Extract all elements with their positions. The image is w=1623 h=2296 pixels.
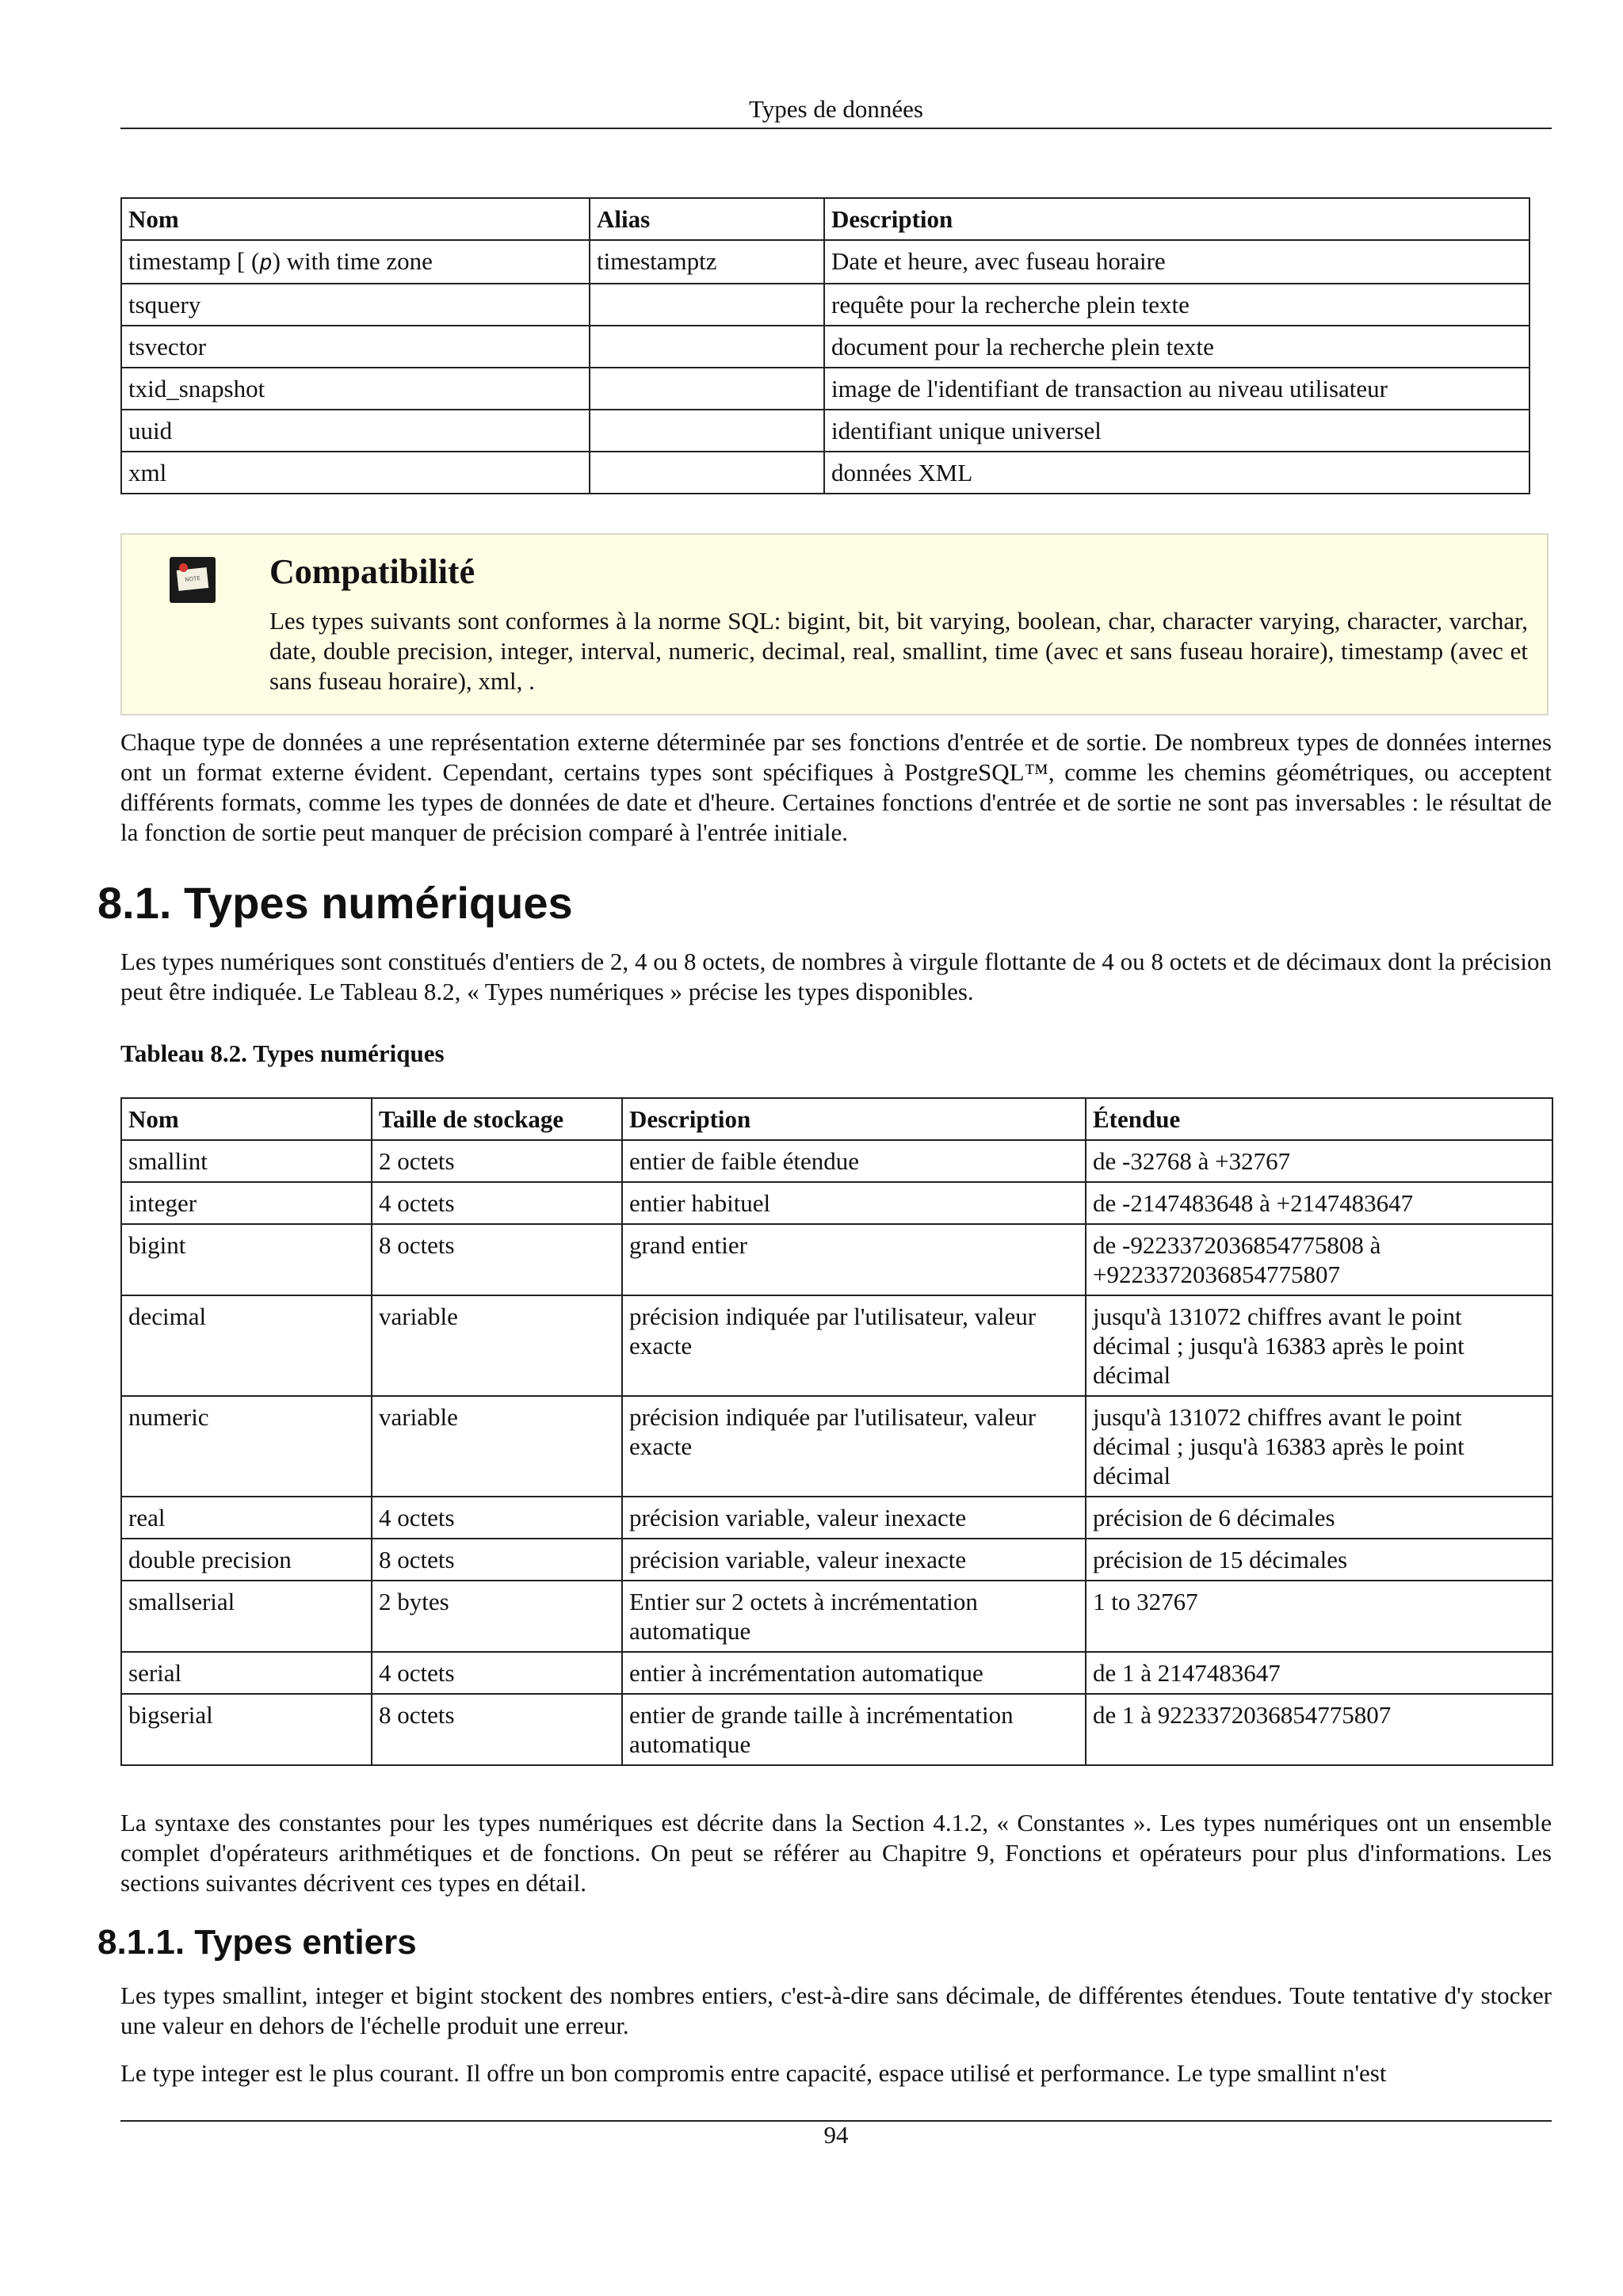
description-cell: Entier sur 2 octets à incrémentation automatique	[622, 1581, 1086, 1652]
column-header: Nom	[121, 1098, 372, 1140]
type-name-cell: double precision	[121, 1539, 372, 1581]
range-cell: précision de 6 décimales	[1086, 1497, 1552, 1539]
column-header: Description	[824, 198, 1529, 240]
alias-cell	[590, 326, 824, 368]
table-row	[121, 368, 1529, 410]
note-body: Les types suivants sont conformes à la norme SQL: bigint, bit, bit varying, boolean, char, character varying, character, varchar, date, double precision, integer, interval, numeric, decimal, real, smallint, time (avec et sans fuseau horaire), timestamp (avec et sans fuseau horaire), xml, .	[269, 607, 1528, 695]
type-name-cell: decimal	[121, 1295, 372, 1396]
table-header-row	[121, 198, 1529, 240]
range-cell: de 1 à 9223372036854775807	[1086, 1694, 1552, 1765]
type-name-cell: integer	[121, 1182, 372, 1224]
table-row	[121, 326, 1529, 368]
description-cell: requête pour la recherche plein texte	[824, 284, 1529, 326]
description-cell: données XML	[824, 452, 1529, 494]
table-row	[121, 1182, 1552, 1224]
storage-size-cell: 4 octets	[372, 1497, 622, 1539]
description-cell: entier de faible étendue	[622, 1140, 1086, 1182]
table-row	[121, 1694, 1552, 1765]
type-parameter: p	[259, 250, 273, 275]
type-name-cell: timestamp [ (p) with time zone	[121, 240, 590, 284]
description-cell: précision variable, valeur inexacte	[622, 1539, 1086, 1581]
header-rule	[120, 128, 1552, 129]
table-row	[121, 240, 1529, 284]
description-cell: entier à incrémentation automatique	[622, 1652, 1086, 1694]
storage-size-cell: 8 octets	[372, 1539, 622, 1581]
range-cell: jusqu'à 131072 chiffres avant le point décimal ; jusqu'à 16383 après le point décimal	[1086, 1295, 1552, 1396]
table-caption: Tableau 8.2. Types numériques	[120, 1039, 445, 1067]
description-cell: entier habituel	[622, 1182, 1086, 1224]
type-name-cell: smallint	[121, 1140, 372, 1182]
storage-size-cell: variable	[372, 1295, 622, 1396]
alias-cell	[590, 452, 824, 494]
range-cell: de -9223372036854775808 à +9223372036854775807	[1086, 1224, 1552, 1295]
description-cell: Date et heure, avec fuseau horaire	[824, 240, 1529, 284]
data-types-table	[120, 197, 1530, 494]
storage-size-cell: 4 octets	[372, 1652, 622, 1694]
column-header: Description	[622, 1098, 1086, 1140]
table-row	[121, 284, 1529, 326]
table-row	[121, 1497, 1552, 1539]
note-icon-label: NOTE	[177, 567, 209, 591]
alias-cell: timestamptz	[590, 240, 824, 284]
table-row	[121, 1295, 1552, 1396]
range-cell: de -32768 à +32767	[1086, 1140, 1552, 1182]
type-name-cell: tsvector	[121, 326, 590, 368]
storage-size-cell: 2 octets	[372, 1140, 622, 1182]
table-row	[121, 452, 1529, 494]
table-row	[121, 1140, 1552, 1182]
table-row	[121, 1539, 1552, 1581]
table-row	[121, 1581, 1552, 1652]
storage-size-cell: 4 octets	[372, 1182, 622, 1224]
type-name-cell: bigint	[121, 1224, 372, 1295]
section-8-1-1-paragraph: Les types smallint, integer et bigint stockent des nombres entiers, c'est-à-dire sans décimale, de différentes étendues. Toute tentative d'y stocker une valeur en dehors de l'échelle produit une erreur.	[120, 1981, 1552, 2039]
section-8-1-paragraph: Les types numériques sont constitués d'entiers de 2, 4 ou 8 octets, de nombres à virgule flottante de 4 ou 8 octets et de décimaux dont la précision peut être indiquée. Le Tableau 8.2, « Types numériques » précise les types disponibles.	[120, 948, 1552, 1005]
column-header: Nom	[121, 198, 590, 240]
numeric-types-table	[120, 1097, 1553, 1766]
type-name-cell: tsquery	[121, 284, 590, 326]
range-cell: précision de 15 décimales	[1086, 1539, 1552, 1581]
column-header: Taille de stockage	[372, 1098, 622, 1140]
range-cell: jusqu'à 131072 chiffres avant le point décimal ; jusqu'à 16383 après le point décimal	[1086, 1396, 1552, 1497]
description-cell: entier de grande taille à incrémentation automatique	[622, 1694, 1086, 1765]
range-cell: de 1 à 2147483647	[1086, 1652, 1552, 1694]
section-8-1-1-paragraph-continued: Le type integer est le plus courant. Il offre un bon compromis entre capacité, espace utilisé et performance. Le type smallint n'est	[120, 2059, 1387, 2087]
table-header-row	[121, 1098, 1552, 1140]
note-title: Compatibilité	[269, 552, 475, 591]
description-cell: grand entier	[622, 1224, 1086, 1295]
compatibility-note	[120, 533, 1549, 715]
table-row	[121, 1652, 1552, 1694]
type-name-cell: real	[121, 1497, 372, 1539]
page-number: 94	[823, 2121, 849, 2149]
type-name-cell: uuid	[121, 410, 590, 452]
pin-icon	[179, 563, 188, 572]
description-cell: identifiant unique universel	[824, 410, 1529, 452]
storage-size-cell: 2 bytes	[372, 1581, 622, 1652]
type-name-cell: smallserial	[121, 1581, 372, 1652]
alias-cell	[590, 410, 824, 452]
table-row	[121, 1396, 1552, 1497]
description-cell: précision indiquée par l'utilisateur, valeur exacte	[622, 1396, 1086, 1497]
type-name-cell: xml	[121, 452, 590, 494]
running-header: Types de données	[749, 95, 923, 123]
column-header: Alias	[590, 198, 824, 240]
alias-cell	[590, 368, 824, 410]
description-cell: précision indiquée par l'utilisateur, valeur exacte	[622, 1295, 1086, 1396]
type-name-cell: numeric	[121, 1396, 372, 1497]
description-cell: document pour la recherche plein texte	[824, 326, 1529, 368]
description-cell: image de l'identifiant de transaction au niveau utilisateur	[824, 368, 1529, 410]
range-cell: 1 to 32767	[1086, 1581, 1552, 1652]
section-heading-8-1: 8.1. Types numériques	[97, 878, 573, 928]
type-name-cell: serial	[121, 1652, 372, 1694]
range-cell: de -2147483648 à +2147483647	[1086, 1182, 1552, 1224]
table-row	[121, 1224, 1552, 1295]
section-heading-8-1-1: 8.1.1. Types entiers	[97, 1923, 417, 1962]
storage-size-cell: variable	[372, 1396, 622, 1497]
description-cell: précision variable, valeur inexacte	[622, 1497, 1086, 1539]
alias-cell	[590, 284, 824, 326]
storage-size-cell: 8 octets	[372, 1694, 622, 1765]
type-name-cell: txid_snapshot	[121, 368, 590, 410]
table-row	[121, 410, 1529, 452]
intro-paragraph: Chaque type de données a une représentation externe déterminée par ses fonctions d'entrée et de sortie. De nombreux types de données internes ont un format externe évident. Cependant, certains types sont spécifiques à PostgreSQL™, comme les chemins géométriques, ou acceptent différents formats, comme les types de données de date et d'heure. Certaines fonctions d'entrée et de sortie ne sont pas inversables : le résultat de la fonction de sortie peut manquer de précision comparé à l'entrée initiale.	[120, 728, 1552, 846]
column-header: Étendue	[1086, 1098, 1552, 1140]
type-name-cell: bigserial	[121, 1694, 372, 1765]
syntax-paragraph: La syntaxe des constantes pour les types numériques est décrite dans la Section 4.1.2, « Constantes ». Les types numériques ont un ensemble complet d'opérateurs arithmétiques et de fonctions. On peut se référer au Chapitre 9, Fonctions et opérateurs pour plus d'informations. Les sections suivantes décrivent ces types en détail.	[120, 1809, 1552, 1897]
storage-size-cell: 8 octets	[372, 1224, 622, 1295]
note-icon	[170, 557, 216, 603]
